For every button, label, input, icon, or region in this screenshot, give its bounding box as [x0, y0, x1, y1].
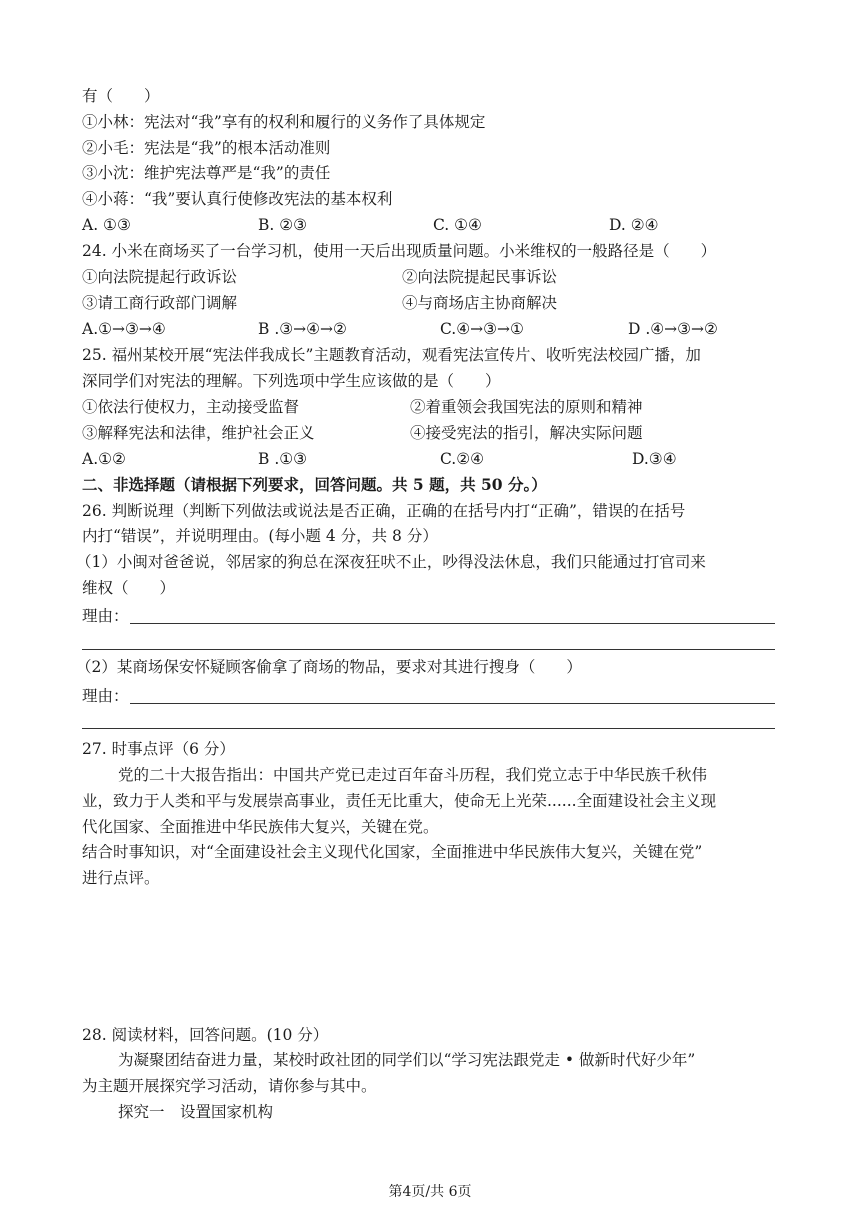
q25-stem-line-2: 深同学们对宪法的理解。下列选项中学生应该做的是（ ）	[82, 372, 501, 390]
q24-statement-1: ①向法院提起行政诉讼	[82, 268, 238, 286]
q28-title: 28. 阅读材料，回答问题。(10 分）	[82, 1026, 329, 1044]
q25-statement-1: ①依法行使权力，主动接受监督	[82, 398, 300, 416]
q23-statement-2: ②小毛：宪法是“我”的根本活动准则	[82, 139, 331, 157]
section-2-heading: 二、非选择题（请根据下列要求，回答问题。共 5 题，共 50 分。）	[82, 475, 547, 494]
q26-item-1-line-2: 维权（ ）	[82, 579, 176, 597]
q23-option-c: C. ①④	[433, 216, 482, 234]
q27-para-line-3: 代化国家、全面推进中华民族伟大复兴，关键在党。	[82, 818, 439, 836]
q24-option-d: D .④→③→②	[628, 320, 718, 338]
q23-option-a: A. ①③	[82, 216, 131, 234]
q24-statement-4: ④与商场店主协商解决	[402, 294, 558, 312]
q26-answer-line-2[interactable]	[82, 649, 775, 650]
q26-reason-2-label: 理由：	[82, 687, 129, 705]
q25-statement-3: ③解释宪法和法律，维护社会正义	[82, 424, 315, 442]
q25-option-d: D.③④	[632, 450, 677, 468]
q26-answer-line-3[interactable]	[130, 703, 775, 704]
q25-option-b: B .①③	[258, 450, 308, 468]
q25-option-c: C.②④	[440, 450, 485, 468]
q23-option-d: D. ②④	[609, 216, 659, 234]
q24-statement-3: ③请工商行政部门调解	[82, 294, 238, 312]
q23-option-b: B. ②③	[258, 216, 308, 234]
q27-para-line-1: 党的二十大报告指出：中国共产党已走过百年奋斗历程，我们党立志于中华民族千秋伟	[118, 766, 708, 784]
q24-option-a: A.①→③→④	[82, 320, 166, 338]
q27-title: 27. 时事点评（6 分）	[82, 740, 235, 758]
q23-stem-tail: 有（ ）	[82, 87, 160, 105]
q26-stem-line-2: 内打“错误”，并说明理由。(每小题 4 分，共 8 分）	[82, 527, 438, 545]
q23-statement-1: ①小林：宪法对“我”享有的权利和履行的义务作了具体规定	[82, 113, 486, 131]
q27-task-line-1: 结合时事知识，对“全面建设社会主义现代化国家，全面推进中华民族伟大复兴，关键在党”	[82, 843, 703, 861]
q24-statement-2: ②向法院提起民事诉讼	[402, 268, 558, 286]
q24-option-b: B .③→④→②	[258, 320, 347, 338]
q26-item-2: （2）某商场保安怀疑顾客偷拿了商场的物品，要求对其进行搜身（ ）	[76, 658, 582, 676]
q26-stem-line-1: 26. 判断说理（判断下列做法或说法是否正确，正确的在括号内打“正确”，错误的在括号	[82, 502, 686, 520]
q26-answer-line-4[interactable]	[82, 728, 775, 729]
q26-reason-1-label: 理由：	[82, 607, 129, 625]
q25-statement-2: ②着重领会我国宪法的原则和精神	[410, 398, 643, 416]
q25-option-a: A.①②	[82, 450, 126, 468]
q28-para-line-1: 为凝聚团结奋进力量，某校时政社团的同学们以“学习宪法跟党走 • 做新时代好少年”	[118, 1051, 696, 1069]
q27-para-line-2: 业，致力于人类和平与发展崇高事业，责任无比重大，使命无上光荣......全面建设社会主义现	[82, 792, 717, 810]
q28-para-line-2: 为主题开展探究学习活动，请你参与其中。	[82, 1077, 377, 1095]
q24-stem: 24. 小米在商场买了一台学习机，使用一天后出现质量问题。小米维权的一般路径是（ ）	[82, 242, 717, 260]
q27-task-line-2: 进行点评。	[82, 869, 160, 887]
q24-option-c: C.④→③→①	[440, 320, 524, 338]
q25-stem-line-1: 25. 福州某校开展“宪法伴我成长”主题教育活动，观看宪法宣传片、收听宪法校园广播，加	[82, 346, 701, 364]
page-number: 第4页/共 6页	[388, 1184, 472, 1200]
q23-statement-4: ④小蒋：“我”要认真行使修改宪法的基本权利	[82, 190, 393, 208]
q28-inquiry-1: 探究一 设置国家机构	[118, 1103, 274, 1121]
q26-item-1-line-1: （1）小闽对爸爸说，邻居家的狗总在深夜狂吠不止，吵得没法休息，我们只能通过打官司来	[76, 553, 706, 571]
q26-answer-line-1[interactable]	[130, 623, 775, 624]
q25-statement-4: ④接受宪法的指引，解决实际问题	[410, 424, 643, 442]
q23-statement-3: ③小沈：维护宪法尊严是“我”的责任	[82, 164, 331, 182]
